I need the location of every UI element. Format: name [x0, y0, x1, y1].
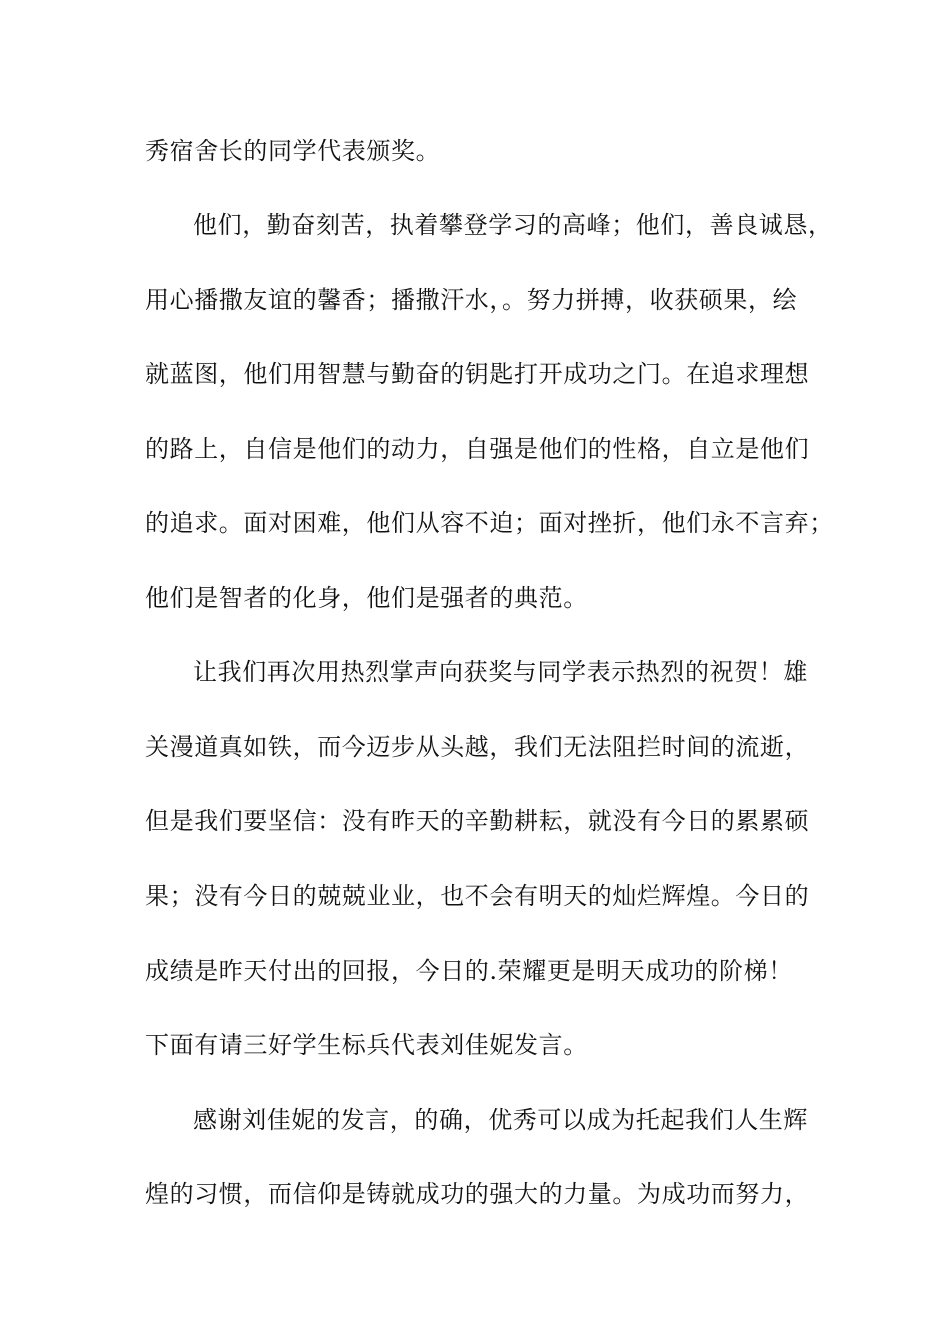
text-line: 他们是智者的化身，他们是强者的典范。	[145, 584, 588, 612]
text-line: 果；没有今日的兢兢业业，也不会有明天的灿烂辉煌。今日的	[145, 882, 810, 910]
text-line: 他们，勤奋刻苦，执着攀登学习的高峰；他们，善良诚恳，	[193, 211, 833, 239]
text-line: 让我们再次用热烈掌声向获奖与同学表示热烈的祝贺！雄	[193, 658, 808, 686]
text-line: 煌的习惯，而信仰是铸就成功的强大的力量。为成功而努力，	[145, 1180, 810, 1208]
text-line: 下面有请三好学生标兵代表刘佳妮发言。	[145, 1031, 588, 1059]
text-line: 用心播撒友谊的馨香；播撒汗水，。努力拼搏，收获硕果，绘	[145, 286, 798, 314]
text-line: 关漫道真如铁，而今迈步从头越，我们无法阻拦时间的流逝，	[145, 733, 810, 761]
text-line: 成绩是昨天付出的回报，今日的.荣耀更是明天成功的阶梯！	[145, 957, 793, 985]
text-line: 但是我们要坚信：没有昨天的辛勤耕耘，就没有今日的累累硕	[145, 807, 810, 835]
text-line: 就蓝图，他们用智慧与勤奋的钥匙打开成功之门。在追求理想	[145, 360, 810, 388]
text-line: 的追求。面对困难，他们从容不迫；面对挫折，他们永不言弃；	[145, 509, 834, 537]
text-line: 感谢刘佳妮的发言，的确，优秀可以成为托起我们人生辉	[193, 1106, 808, 1134]
text-line: 的路上，自信是他们的动力，自强是他们的性格，自立是他们	[145, 435, 810, 463]
text-line: 秀宿舍长的同学代表颁奖。	[145, 137, 441, 165]
